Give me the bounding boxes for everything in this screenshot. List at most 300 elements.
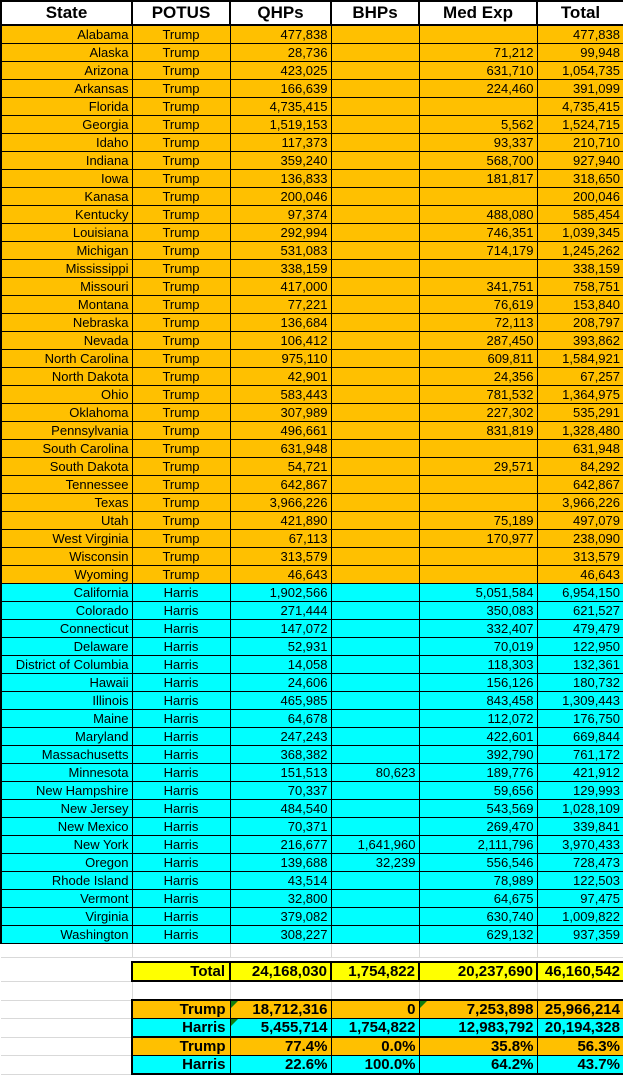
cell-total[interactable]: 84,292	[537, 458, 623, 476]
summary-label-cell[interactable]: Trump	[132, 1000, 230, 1019]
cell-bhps[interactable]: 1,641,960	[331, 836, 419, 854]
cell-potus[interactable]: Trump	[132, 152, 230, 170]
cell-qhps[interactable]: 338,159	[230, 260, 331, 278]
cell-qhps[interactable]: 117,373	[230, 134, 331, 152]
cell-state[interactable]: New Mexico	[1, 818, 132, 836]
cell-total[interactable]: 313,579	[537, 548, 623, 566]
cell-qhps[interactable]: 631,948	[230, 440, 331, 458]
cell-potus[interactable]: Harris	[132, 584, 230, 602]
cell-bhps[interactable]	[331, 62, 419, 80]
cell-state[interactable]: North Dakota	[1, 368, 132, 386]
cell-qhps[interactable]: 43,514	[230, 872, 331, 890]
cell-bhps[interactable]	[331, 800, 419, 818]
cell-potus[interactable]: Trump	[132, 296, 230, 314]
cell-med-exp[interactable]: 332,407	[419, 620, 537, 638]
summary-bhps-cell[interactable]: 0.0%	[331, 1037, 419, 1056]
cell-bhps[interactable]	[331, 440, 419, 458]
cell-med-exp[interactable]: 287,450	[419, 332, 537, 350]
cell-med-exp[interactable]: 630,740	[419, 908, 537, 926]
cell-total[interactable]: 238,090	[537, 530, 623, 548]
cell-total[interactable]: 67,257	[537, 368, 623, 386]
cell-qhps[interactable]: 271,444	[230, 602, 331, 620]
cell-med-exp[interactable]	[419, 494, 537, 512]
cell-qhps[interactable]: 3,966,226	[230, 494, 331, 512]
cell-total[interactable]: 728,473	[537, 854, 623, 872]
cell-state[interactable]: Georgia	[1, 116, 132, 134]
cell-total[interactable]: 180,732	[537, 674, 623, 692]
cell-total[interactable]: 535,291	[537, 404, 623, 422]
cell-qhps[interactable]: 423,025	[230, 62, 331, 80]
cell-state[interactable]: Vermont	[1, 890, 132, 908]
cell-med-exp[interactable]: 350,083	[419, 602, 537, 620]
cell-state[interactable]: Texas	[1, 494, 132, 512]
cell-state[interactable]: Indiana	[1, 152, 132, 170]
summary-med-exp-cell[interactable]: 12,983,792	[419, 1019, 537, 1038]
cell-bhps[interactable]	[331, 602, 419, 620]
cell-qhps[interactable]: 46,643	[230, 566, 331, 584]
cell-med-exp[interactable]: 156,126	[419, 674, 537, 692]
cell-state[interactable]: Wyoming	[1, 566, 132, 584]
cell-total[interactable]: 3,966,226	[537, 494, 623, 512]
cell-total[interactable]: 200,046	[537, 188, 623, 206]
cell-med-exp[interactable]: 2,111,796	[419, 836, 537, 854]
cell-bhps[interactable]	[331, 548, 419, 566]
cell-state[interactable]: Ohio	[1, 386, 132, 404]
cell-bhps[interactable]	[331, 80, 419, 98]
cell-potus[interactable]: Trump	[132, 98, 230, 116]
column-header-bhps[interactable]: BHPs	[331, 1, 419, 25]
cell-potus[interactable]: Trump	[132, 386, 230, 404]
cell-med-exp[interactable]: 629,132	[419, 926, 537, 944]
cell-bhps[interactable]	[331, 458, 419, 476]
cell-state[interactable]: Rhode Island	[1, 872, 132, 890]
cell-bhps[interactable]	[331, 530, 419, 548]
summary-bhps-cell[interactable]: 100.0%	[331, 1056, 419, 1075]
cell-qhps[interactable]: 139,688	[230, 854, 331, 872]
cell-qhps[interactable]: 28,736	[230, 44, 331, 62]
cell-potus[interactable]: Trump	[132, 440, 230, 458]
cell-qhps[interactable]: 313,579	[230, 548, 331, 566]
cell-bhps[interactable]	[331, 296, 419, 314]
cell-med-exp[interactable]: 631,710	[419, 62, 537, 80]
cell-qhps[interactable]: 136,684	[230, 314, 331, 332]
cell-qhps[interactable]: 465,985	[230, 692, 331, 710]
cell-potus[interactable]: Trump	[132, 170, 230, 188]
cell-med-exp[interactable]: 269,470	[419, 818, 537, 836]
cell-bhps[interactable]: 32,239	[331, 854, 419, 872]
cell-state[interactable]: Idaho	[1, 134, 132, 152]
cell-qhps[interactable]: 24,606	[230, 674, 331, 692]
cell-state[interactable]: Hawaii	[1, 674, 132, 692]
cell-med-exp[interactable]: 568,700	[419, 152, 537, 170]
cell-qhps[interactable]: 417,000	[230, 278, 331, 296]
cell-med-exp[interactable]: 93,337	[419, 134, 537, 152]
cell-qhps[interactable]: 97,374	[230, 206, 331, 224]
cell-bhps[interactable]	[331, 332, 419, 350]
cell-bhps[interactable]	[331, 494, 419, 512]
cell-potus[interactable]: Harris	[132, 602, 230, 620]
cell-total[interactable]: 132,361	[537, 656, 623, 674]
cell-med-exp[interactable]	[419, 25, 537, 44]
cell-total[interactable]: 129,993	[537, 782, 623, 800]
cell-state[interactable]: Mississippi	[1, 260, 132, 278]
total-qhps-cell[interactable]: 24,168,030	[230, 962, 331, 981]
cell-qhps[interactable]: 292,994	[230, 224, 331, 242]
cell-total[interactable]: 122,503	[537, 872, 623, 890]
cell-med-exp[interactable]: 5,562	[419, 116, 537, 134]
cell-potus[interactable]: Trump	[132, 116, 230, 134]
cell-bhps[interactable]	[331, 314, 419, 332]
cell-bhps[interactable]	[331, 890, 419, 908]
cell-state[interactable]: Illinois	[1, 692, 132, 710]
cell-state[interactable]: Louisiana	[1, 224, 132, 242]
cell-potus[interactable]: Trump	[132, 80, 230, 98]
cell-potus[interactable]: Trump	[132, 404, 230, 422]
cell-potus[interactable]: Trump	[132, 350, 230, 368]
cell-qhps[interactable]: 531,083	[230, 242, 331, 260]
cell-total[interactable]: 631,948	[537, 440, 623, 458]
cell-total[interactable]: 97,475	[537, 890, 623, 908]
cell-med-exp[interactable]: 71,212	[419, 44, 537, 62]
summary-total-cell[interactable]: 25,966,214	[537, 1000, 623, 1019]
cell-state[interactable]: Connecticut	[1, 620, 132, 638]
cell-potus[interactable]: Trump	[132, 134, 230, 152]
cell-bhps[interactable]	[331, 44, 419, 62]
cell-state[interactable]: South Carolina	[1, 440, 132, 458]
cell-state[interactable]: Maryland	[1, 728, 132, 746]
cell-state[interactable]: North Carolina	[1, 350, 132, 368]
cell-bhps[interactable]	[331, 710, 419, 728]
cell-bhps[interactable]	[331, 25, 419, 44]
cell-total[interactable]: 1,309,443	[537, 692, 623, 710]
summary-med-exp-cell[interactable]: 64.2%	[419, 1056, 537, 1075]
cell-bhps[interactable]	[331, 98, 419, 116]
cell-med-exp[interactable]	[419, 476, 537, 494]
cell-qhps[interactable]: 583,443	[230, 386, 331, 404]
summary-qhps-cell[interactable]: 22.6%	[230, 1056, 331, 1075]
summary-total-cell[interactable]: 43.7%	[537, 1056, 623, 1075]
summary-label-cell[interactable]: Harris	[132, 1019, 230, 1038]
cell-state[interactable]: New Hampshire	[1, 782, 132, 800]
cell-potus[interactable]: Trump	[132, 314, 230, 332]
cell-state[interactable]: Oklahoma	[1, 404, 132, 422]
cell-state[interactable]: Alabama	[1, 25, 132, 44]
cell-potus[interactable]: Trump	[132, 494, 230, 512]
summary-qhps-cell[interactable]: 77.4%	[230, 1037, 331, 1056]
cell-bhps[interactable]	[331, 260, 419, 278]
cell-med-exp[interactable]	[419, 98, 537, 116]
cell-med-exp[interactable]: 843,458	[419, 692, 537, 710]
cell-bhps[interactable]	[331, 512, 419, 530]
cell-state[interactable]: Washington	[1, 926, 132, 944]
cell-total[interactable]: 1,524,715	[537, 116, 623, 134]
cell-potus[interactable]: Trump	[132, 260, 230, 278]
cell-potus[interactable]: Trump	[132, 206, 230, 224]
summary-med-exp-cell[interactable]: 7,253,898	[419, 1000, 537, 1019]
total-label-cell[interactable]: Total	[132, 962, 230, 981]
cell-med-exp[interactable]	[419, 188, 537, 206]
cell-total[interactable]: 585,454	[537, 206, 623, 224]
cell-bhps[interactable]	[331, 692, 419, 710]
cell-med-exp[interactable]	[419, 548, 537, 566]
cell-qhps[interactable]: 642,867	[230, 476, 331, 494]
cell-state[interactable]: Iowa	[1, 170, 132, 188]
cell-state[interactable]: Minnesota	[1, 764, 132, 782]
cell-med-exp[interactable]: 5,051,584	[419, 584, 537, 602]
cell-qhps[interactable]: 1,902,566	[230, 584, 331, 602]
cell-total[interactable]: 1,039,345	[537, 224, 623, 242]
cell-potus[interactable]: Trump	[132, 188, 230, 206]
cell-med-exp[interactable]: 543,569	[419, 800, 537, 818]
cell-potus[interactable]: Harris	[132, 872, 230, 890]
cell-med-exp[interactable]: 64,675	[419, 890, 537, 908]
cell-total[interactable]: 122,950	[537, 638, 623, 656]
cell-med-exp[interactable]: 118,303	[419, 656, 537, 674]
cell-potus[interactable]: Harris	[132, 656, 230, 674]
cell-qhps[interactable]: 307,989	[230, 404, 331, 422]
cell-potus[interactable]: Trump	[132, 548, 230, 566]
cell-bhps[interactable]	[331, 638, 419, 656]
cell-potus[interactable]: Trump	[132, 25, 230, 44]
cell-bhps[interactable]	[331, 170, 419, 188]
cell-bhps[interactable]	[331, 188, 419, 206]
cell-qhps[interactable]: 64,678	[230, 710, 331, 728]
summary-label-cell[interactable]: Trump	[132, 1037, 230, 1056]
cell-med-exp[interactable]: 781,532	[419, 386, 537, 404]
cell-potus[interactable]: Harris	[132, 836, 230, 854]
cell-bhps[interactable]	[331, 242, 419, 260]
cell-potus[interactable]: Harris	[132, 620, 230, 638]
cell-med-exp[interactable]: 341,751	[419, 278, 537, 296]
cell-med-exp[interactable]: 76,619	[419, 296, 537, 314]
cell-total[interactable]: 338,159	[537, 260, 623, 278]
cell-med-exp[interactable]: 227,302	[419, 404, 537, 422]
cell-state[interactable]: Tennessee	[1, 476, 132, 494]
cell-med-exp[interactable]: 78,989	[419, 872, 537, 890]
cell-qhps[interactable]: 247,243	[230, 728, 331, 746]
cell-state[interactable]: Maine	[1, 710, 132, 728]
cell-state[interactable]: Arkansas	[1, 80, 132, 98]
cell-bhps[interactable]	[331, 908, 419, 926]
cell-med-exp[interactable]: 70,019	[419, 638, 537, 656]
cell-state[interactable]: Colorado	[1, 602, 132, 620]
total-bhps-cell[interactable]: 1,754,822	[331, 962, 419, 981]
cell-qhps[interactable]: 70,337	[230, 782, 331, 800]
cell-total[interactable]: 421,912	[537, 764, 623, 782]
cell-bhps[interactable]	[331, 152, 419, 170]
cell-potus[interactable]: Harris	[132, 854, 230, 872]
cell-potus[interactable]: Harris	[132, 782, 230, 800]
cell-total[interactable]: 669,844	[537, 728, 623, 746]
cell-qhps[interactable]: 32,800	[230, 890, 331, 908]
cell-bhps[interactable]	[331, 368, 419, 386]
cell-state[interactable]: Nevada	[1, 332, 132, 350]
cell-med-exp[interactable]	[419, 566, 537, 584]
cell-potus[interactable]: Trump	[132, 332, 230, 350]
cell-potus[interactable]: Harris	[132, 818, 230, 836]
cell-qhps[interactable]: 4,735,415	[230, 98, 331, 116]
cell-state[interactable]: South Dakota	[1, 458, 132, 476]
cell-state[interactable]: District of Columbia	[1, 656, 132, 674]
cell-total[interactable]: 1,245,262	[537, 242, 623, 260]
summary-med-exp-cell[interactable]: 35.8%	[419, 1037, 537, 1056]
cell-state[interactable]: Virginia	[1, 908, 132, 926]
cell-bhps[interactable]	[331, 206, 419, 224]
summary-label-cell[interactable]: Harris	[132, 1056, 230, 1075]
cell-med-exp[interactable]: 181,817	[419, 170, 537, 188]
cell-potus[interactable]: Harris	[132, 710, 230, 728]
summary-bhps-cell[interactable]: 0	[331, 1000, 419, 1019]
cell-state[interactable]: Oregon	[1, 854, 132, 872]
cell-potus[interactable]: Trump	[132, 368, 230, 386]
cell-qhps[interactable]: 14,058	[230, 656, 331, 674]
cell-bhps[interactable]: 80,623	[331, 764, 419, 782]
cell-qhps[interactable]: 67,113	[230, 530, 331, 548]
cell-qhps[interactable]: 106,412	[230, 332, 331, 350]
cell-bhps[interactable]	[331, 728, 419, 746]
cell-bhps[interactable]	[331, 746, 419, 764]
cell-qhps[interactable]: 147,072	[230, 620, 331, 638]
cell-med-exp[interactable]: 189,776	[419, 764, 537, 782]
cell-bhps[interactable]	[331, 476, 419, 494]
cell-state[interactable]: Delaware	[1, 638, 132, 656]
cell-bhps[interactable]	[331, 116, 419, 134]
cell-potus[interactable]: Harris	[132, 764, 230, 782]
cell-state[interactable]: Michigan	[1, 242, 132, 260]
cell-med-exp[interactable]: 59,656	[419, 782, 537, 800]
cell-state[interactable]: New York	[1, 836, 132, 854]
cell-bhps[interactable]	[331, 404, 419, 422]
cell-qhps[interactable]: 136,833	[230, 170, 331, 188]
cell-state[interactable]: Montana	[1, 296, 132, 314]
cell-qhps[interactable]: 359,240	[230, 152, 331, 170]
cell-state[interactable]: Alaska	[1, 44, 132, 62]
cell-med-exp[interactable]: 112,072	[419, 710, 537, 728]
cell-qhps[interactable]: 77,221	[230, 296, 331, 314]
column-header-total[interactable]: Total	[537, 1, 623, 25]
cell-bhps[interactable]	[331, 278, 419, 296]
cell-qhps[interactable]: 70,371	[230, 818, 331, 836]
cell-bhps[interactable]	[331, 872, 419, 890]
cell-state[interactable]: Massachusetts	[1, 746, 132, 764]
cell-total[interactable]: 46,643	[537, 566, 623, 584]
cell-state[interactable]: Missouri	[1, 278, 132, 296]
summary-bhps-cell[interactable]: 1,754,822	[331, 1019, 419, 1038]
cell-potus[interactable]: Trump	[132, 224, 230, 242]
cell-state[interactable]: Pennsylvania	[1, 422, 132, 440]
cell-med-exp[interactable]: 831,819	[419, 422, 537, 440]
cell-total[interactable]: 761,172	[537, 746, 623, 764]
column-header-state[interactable]: State	[1, 1, 132, 25]
total-med-exp-cell[interactable]: 20,237,690	[419, 962, 537, 981]
cell-qhps[interactable]: 42,901	[230, 368, 331, 386]
cell-state[interactable]: California	[1, 584, 132, 602]
cell-potus[interactable]: Trump	[132, 44, 230, 62]
cell-med-exp[interactable]	[419, 440, 537, 458]
total-total-cell[interactable]: 46,160,542	[537, 962, 623, 981]
cell-state[interactable]: Kanasa	[1, 188, 132, 206]
cell-qhps[interactable]: 308,227	[230, 926, 331, 944]
cell-total[interactable]: 1,328,480	[537, 422, 623, 440]
cell-potus[interactable]: Trump	[132, 530, 230, 548]
cell-qhps[interactable]: 975,110	[230, 350, 331, 368]
cell-total[interactable]: 642,867	[537, 476, 623, 494]
cell-state[interactable]: Arizona	[1, 62, 132, 80]
cell-qhps[interactable]: 151,513	[230, 764, 331, 782]
cell-state[interactable]: Florida	[1, 98, 132, 116]
cell-state[interactable]: New Jersey	[1, 800, 132, 818]
cell-potus[interactable]: Trump	[132, 62, 230, 80]
cell-total[interactable]: 176,750	[537, 710, 623, 728]
cell-total[interactable]: 99,948	[537, 44, 623, 62]
summary-total-cell[interactable]: 20,194,328	[537, 1019, 623, 1038]
cell-bhps[interactable]	[331, 350, 419, 368]
cell-total[interactable]: 497,079	[537, 512, 623, 530]
cell-med-exp[interactable]: 24,356	[419, 368, 537, 386]
cell-bhps[interactable]	[331, 674, 419, 692]
cell-total[interactable]: 318,650	[537, 170, 623, 188]
cell-total[interactable]: 393,862	[537, 332, 623, 350]
cell-med-exp[interactable]	[419, 260, 537, 278]
cell-total[interactable]: 208,797	[537, 314, 623, 332]
cell-med-exp[interactable]: 29,571	[419, 458, 537, 476]
cell-med-exp[interactable]: 714,179	[419, 242, 537, 260]
cell-med-exp[interactable]: 392,790	[419, 746, 537, 764]
cell-med-exp[interactable]: 746,351	[419, 224, 537, 242]
cell-qhps[interactable]: 216,677	[230, 836, 331, 854]
summary-qhps-cell[interactable]: 5,455,714	[230, 1019, 331, 1038]
summary-qhps-cell[interactable]: 18,712,316	[230, 1000, 331, 1019]
cell-potus[interactable]: Harris	[132, 746, 230, 764]
cell-potus[interactable]: Harris	[132, 800, 230, 818]
cell-bhps[interactable]	[331, 566, 419, 584]
cell-potus[interactable]: Trump	[132, 422, 230, 440]
cell-qhps[interactable]: 496,661	[230, 422, 331, 440]
cell-total[interactable]: 927,940	[537, 152, 623, 170]
cell-potus[interactable]: Trump	[132, 566, 230, 584]
cell-potus[interactable]: Harris	[132, 638, 230, 656]
cell-bhps[interactable]	[331, 584, 419, 602]
cell-med-exp[interactable]: 75,189	[419, 512, 537, 530]
cell-potus[interactable]: Harris	[132, 674, 230, 692]
cell-potus[interactable]: Trump	[132, 512, 230, 530]
cell-med-exp[interactable]: 556,546	[419, 854, 537, 872]
column-header-potus[interactable]: POTUS	[132, 1, 230, 25]
cell-qhps[interactable]: 200,046	[230, 188, 331, 206]
cell-bhps[interactable]	[331, 386, 419, 404]
cell-qhps[interactable]: 52,931	[230, 638, 331, 656]
cell-total[interactable]: 758,751	[537, 278, 623, 296]
cell-state[interactable]: Nebraska	[1, 314, 132, 332]
cell-potus[interactable]: Harris	[132, 692, 230, 710]
column-header-med-exp[interactable]: Med Exp	[419, 1, 537, 25]
cell-total[interactable]: 1,584,921	[537, 350, 623, 368]
cell-total[interactable]: 937,359	[537, 926, 623, 944]
cell-total[interactable]: 1,028,109	[537, 800, 623, 818]
cell-potus[interactable]: Trump	[132, 476, 230, 494]
cell-potus[interactable]: Harris	[132, 890, 230, 908]
cell-total[interactable]: 6,954,150	[537, 584, 623, 602]
cell-total[interactable]: 1,364,975	[537, 386, 623, 404]
cell-total[interactable]: 621,527	[537, 602, 623, 620]
cell-qhps[interactable]: 368,382	[230, 746, 331, 764]
cell-total[interactable]: 3,970,433	[537, 836, 623, 854]
cell-qhps[interactable]: 1,519,153	[230, 116, 331, 134]
cell-state[interactable]: Utah	[1, 512, 132, 530]
cell-qhps[interactable]: 54,721	[230, 458, 331, 476]
cell-potus[interactable]: Harris	[132, 926, 230, 944]
cell-potus[interactable]: Trump	[132, 242, 230, 260]
